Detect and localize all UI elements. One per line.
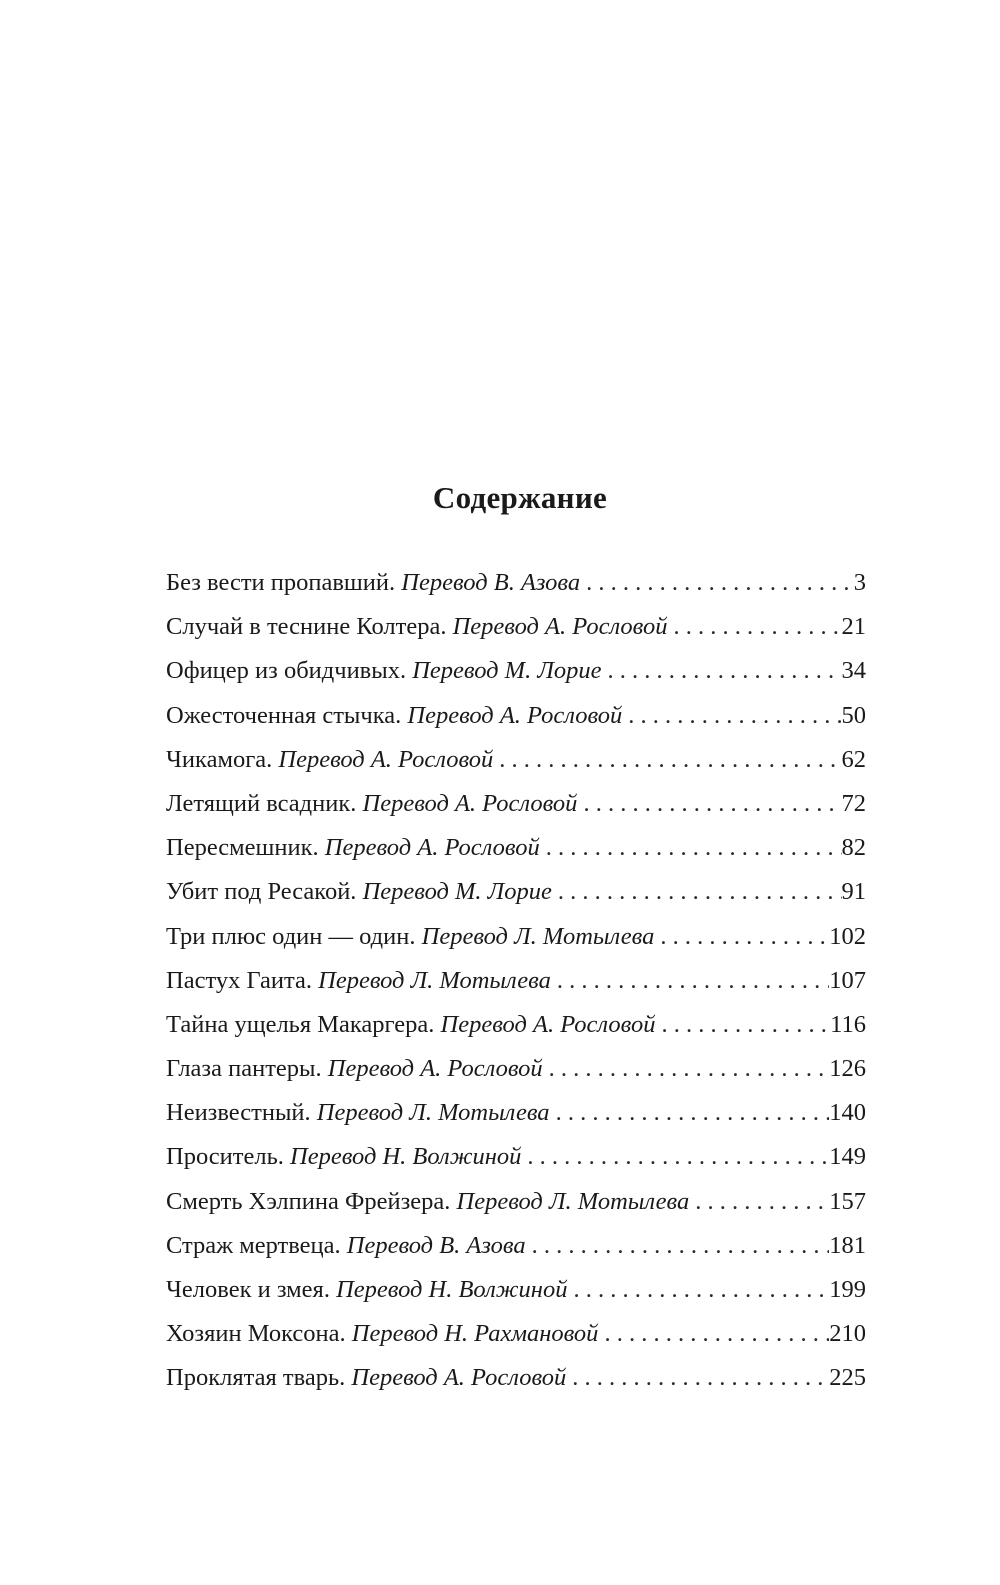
dot-leader — [689, 1180, 829, 1224]
translator-credit: Перевод Л. Мотылева — [421, 922, 655, 950]
story-title: Человек и змея. — [166, 1276, 330, 1303]
page-number: 72 — [841, 789, 866, 817]
toc-entry — [166, 694, 866, 738]
toc-entry-text — [166, 1224, 526, 1268]
dot-leader — [655, 1003, 830, 1047]
toc-entry — [166, 870, 866, 914]
dot-leader — [577, 782, 841, 826]
page-number: 225 — [829, 1364, 866, 1392]
toc-entry — [166, 605, 866, 649]
toc-entry-text — [166, 605, 668, 649]
translator-credit: Перевод Л. Мотылева — [316, 1099, 550, 1127]
translator-credit: Перевод А. Рословой — [452, 613, 668, 641]
dot-leader — [551, 959, 829, 1003]
page-number: 102 — [829, 922, 866, 950]
story-title: Летящий всадник. — [166, 789, 357, 817]
toc-entry — [166, 1047, 866, 1091]
dot-leader — [526, 1224, 830, 1268]
toc-entry-text — [166, 738, 493, 782]
story-title: Три плюс один — один. — [166, 922, 416, 950]
page-number: 21 — [841, 613, 866, 641]
page-number: 107 — [829, 966, 866, 994]
translator-credit: Перевод А. Рословой — [324, 834, 540, 862]
dot-leader — [598, 1312, 829, 1356]
toc-list — [166, 561, 866, 1401]
toc-entry — [166, 1003, 866, 1047]
story-title: Чикамога. — [166, 745, 273, 773]
story-title: Смерть Хэлпина Фрейзера. — [166, 1187, 451, 1215]
dot-leader — [622, 694, 841, 738]
toc-entry-text — [166, 782, 577, 826]
dot-leader — [540, 826, 842, 870]
toc-entry-text — [166, 1180, 689, 1224]
toc-entry-text — [166, 561, 580, 605]
dot-leader — [550, 1091, 830, 1135]
page-number: 126 — [829, 1055, 866, 1083]
story-title: Тайна ущелья Макаргера. — [166, 1010, 435, 1038]
translator-credit: Перевод Л. Мотылева — [318, 966, 551, 994]
toc-entry-text — [166, 694, 622, 738]
story-title: Проклятая тварь. — [166, 1364, 346, 1392]
translator-credit: Перевод В. Азова — [346, 1231, 526, 1259]
dot-leader — [552, 870, 842, 914]
story-title: Глаза пантеры. — [166, 1055, 322, 1083]
toc-entry — [166, 1091, 866, 1135]
dot-leader — [602, 649, 842, 693]
page-number: 149 — [829, 1143, 866, 1171]
page-number: 199 — [829, 1276, 866, 1303]
toc-entry-text — [166, 1003, 655, 1047]
dot-leader — [543, 1047, 830, 1091]
story-title: Без вести пропавший. — [166, 569, 396, 596]
dot-leader — [566, 1356, 829, 1400]
translator-credit: Перевод Н. Волжиной — [336, 1276, 568, 1303]
toc-entry-text — [166, 1047, 543, 1091]
page-number: 210 — [829, 1320, 866, 1348]
toc-entry-text — [166, 1312, 598, 1356]
translator-credit: Перевод А. Рословой — [327, 1055, 543, 1083]
translator-credit: Перевод А. Рословой — [362, 789, 578, 817]
story-title: Случай в теснине Колтера. — [166, 613, 447, 641]
toc-entry — [166, 782, 866, 826]
page-title: Содержание — [432, 480, 608, 515]
dot-leader — [521, 1135, 829, 1179]
translator-credit: Перевод Н. Волжиной — [290, 1143, 522, 1171]
story-title: Страж мертвеца. — [166, 1231, 341, 1259]
story-title: Пересмешник. — [166, 834, 319, 862]
story-title: Хозяин Моксона. — [166, 1320, 346, 1348]
translator-credit: Перевод А. Рословой — [351, 1364, 567, 1392]
toc-entry-text — [166, 1268, 567, 1312]
toc-entry — [166, 826, 866, 870]
story-title: Офицер из обидчивых. — [166, 657, 407, 685]
translator-credit: Перевод Л. Мотылева — [456, 1187, 690, 1215]
toc-entry — [166, 1356, 866, 1400]
page-number: 82 — [841, 834, 866, 862]
story-title: Ожесточенная стычка. — [166, 701, 402, 729]
dot-leader — [654, 915, 829, 959]
toc-entry — [166, 561, 866, 605]
toc-entry — [166, 959, 866, 1003]
translator-credit: Перевод Н. Рахмановой — [351, 1320, 599, 1348]
toc-entry-text — [166, 649, 602, 693]
page-number: 116 — [830, 1010, 866, 1038]
toc-entry — [166, 649, 866, 693]
toc-entry — [166, 1312, 866, 1356]
toc-entry-text — [166, 1356, 566, 1400]
story-title: Убит под Ресакой. — [166, 878, 357, 906]
toc-entry — [166, 1224, 866, 1268]
toc-entry-text — [166, 870, 552, 914]
page-number: 181 — [829, 1231, 866, 1259]
page-number: 157 — [829, 1187, 866, 1215]
dot-leader — [493, 738, 841, 782]
toc-entry-text — [166, 1091, 550, 1135]
translator-credit: Перевод А. Рословой — [407, 701, 623, 729]
page-number: 50 — [841, 701, 866, 729]
toc-entry — [166, 738, 866, 782]
toc-entry-text — [166, 826, 540, 870]
toc-entry — [166, 915, 866, 959]
toc-entry — [166, 1135, 866, 1179]
translator-credit: Перевод А. Рословой — [278, 745, 494, 773]
toc-entry — [166, 1180, 866, 1224]
page-number: 140 — [829, 1099, 866, 1127]
dot-leader — [580, 561, 854, 605]
story-title: Проситель. — [166, 1143, 284, 1171]
translator-credit: Перевод В. Азова — [401, 569, 581, 596]
translator-credit: Перевод М. Лорие — [412, 657, 602, 685]
page-number: 91 — [841, 878, 866, 906]
page-number: 3 — [853, 569, 866, 596]
story-title: Неизвестный. — [166, 1099, 311, 1127]
toc-entry-text — [166, 915, 654, 959]
page-number: 62 — [841, 745, 866, 773]
toc-entry — [166, 1268, 866, 1312]
toc-entry-text — [166, 959, 551, 1003]
dot-leader — [567, 1268, 829, 1312]
toc-entry-text — [166, 1135, 521, 1179]
page-number: 34 — [841, 657, 866, 685]
translator-credit: Перевод А. Рословой — [440, 1010, 656, 1038]
dot-leader — [668, 605, 842, 649]
story-title: Пастух Гаита. — [166, 966, 312, 994]
translator-credit: Перевод М. Лорие — [362, 878, 552, 906]
